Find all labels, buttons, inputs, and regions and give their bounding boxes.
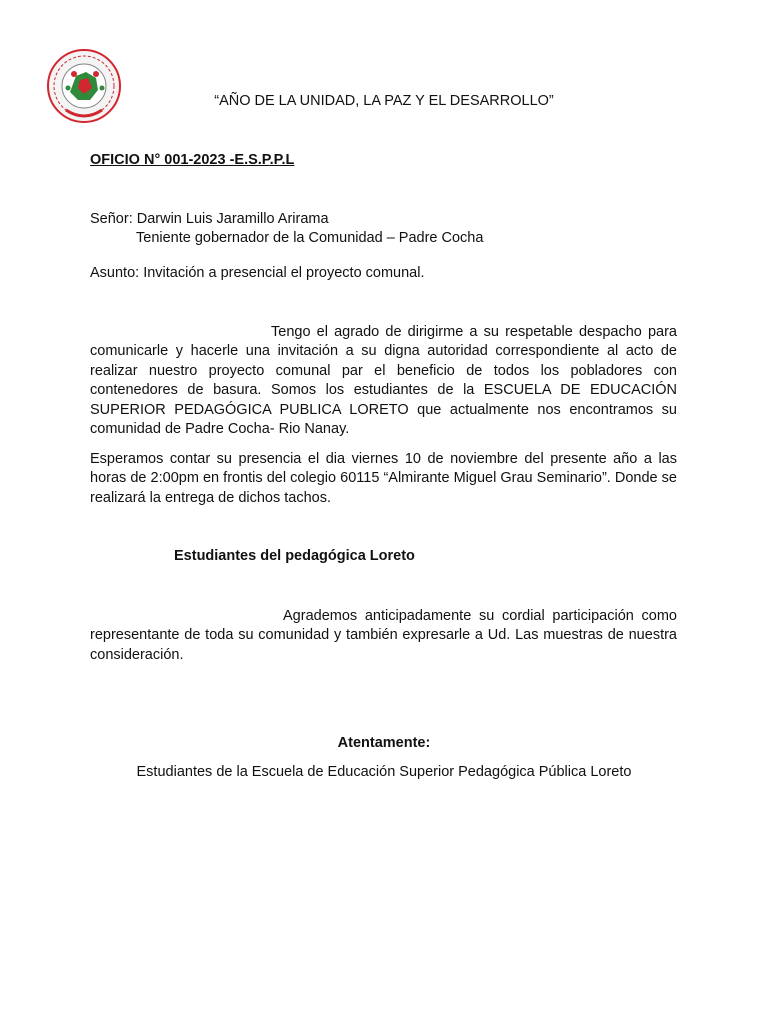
- body-paragraph-2: Esperamos contar su presencia el dia viernes 10 de noviembre del presente año a las horas de 2:00pm en frontis del colegio 60115 “Almirante Miguel Grau Seminario”. Donde se realizará la entrega de dichos tachos.: [90, 451, 677, 506]
- motto-heading: “AÑO DE LA UNIDAD, LA PAZ Y EL DESARROLLO”: [214, 93, 554, 109]
- oficio-number: OFICIO N° 001-2023 -E.S.P.P.L: [90, 152, 295, 168]
- recipient-title: Teniente gobernador de la Comunidad – Padre Cocha: [136, 230, 484, 246]
- subject-line: Asunto: Invitación a presencial el proyecto comunal.: [90, 265, 425, 281]
- recipient-name: Señor: Darwin Luis Jaramillo Arirama: [90, 211, 329, 227]
- body-paragraph-3: Agrademos anticipadamente su cordial participación como representante de toda su comunidad y también expresarle a Ud. Las muestras de nuestra consideración.: [90, 608, 677, 663]
- institution-seal-icon: [46, 48, 122, 124]
- signature-line: Estudiantes de la Escuela de Educación Superior Pedagógica Pública Loreto: [136, 764, 632, 780]
- students-heading: Estudiantes del pedagógica Loreto: [174, 548, 415, 564]
- body-paragraph-1: Tengo el agrado de dirigirme a su respetable despacho para comunicarle y hacerle una invitación a su digna autoridad correspondiente al acto de realizar nuestro proyecto comunal par el beneficio de todos los pobladores con contenedores de basura. Somos los estudiantes de la ESCUELA DE EDUCACIÓN SUPERIOR PEDAGÓGICA PUBLICA LORETO que actualmente nos encontramos su comunidad de Padre Cocha- Rio Nanay.: [90, 324, 677, 438]
- closing-salutation: Atentamente:: [337, 735, 431, 751]
